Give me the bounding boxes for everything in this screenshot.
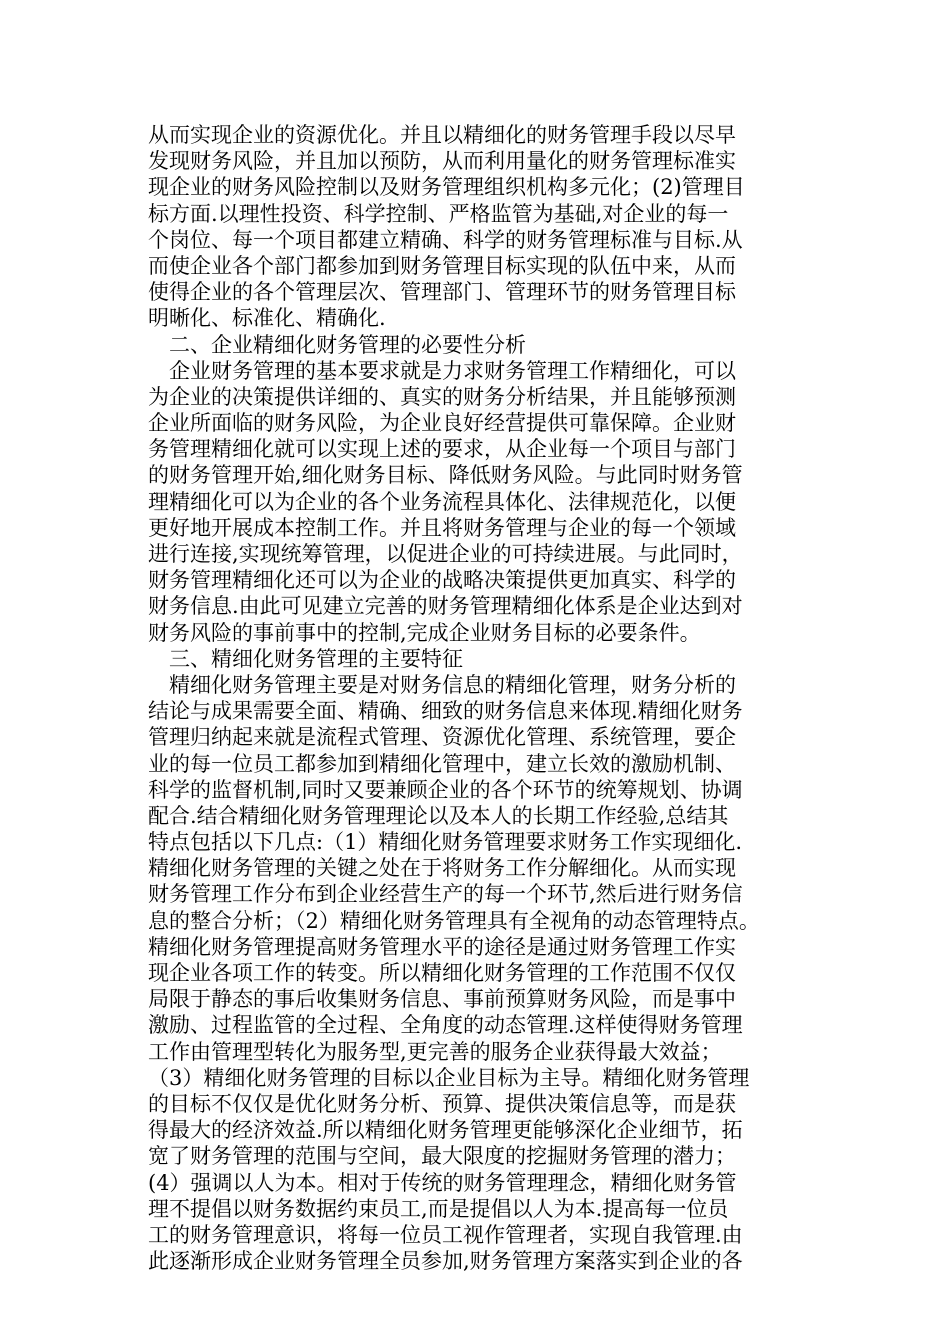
text-line: 个岗位、每一个项目都建立精确、科学的财务管理标准与目标.从	[148, 227, 743, 252]
text-line: （3）精细化财务管理的目标以企业目标为主导。精细化财务管理	[148, 1065, 750, 1090]
text-line: 务管理精细化就可以实现上述的要求，从企业每一个项目与部门	[148, 437, 736, 462]
text-line: 的财务管理开始,细化财务目标、降低财务风险。与此同时财务管	[148, 463, 743, 488]
text-line: 明晰化、标准化、精确化.	[148, 306, 386, 331]
text-line: 财务管理精细化还可以为企业的战略决策提供更加真实、科学的	[148, 568, 736, 593]
text-line: 精细化财务管理主要是对财务信息的精细化管理，财务分析的	[169, 672, 736, 697]
text-line: 管理归纳起来就是流程式管理、资源优化管理、系统管理，要企	[148, 725, 736, 750]
text-line: 三、精细化财务管理的主要特征	[169, 646, 463, 671]
text-line: 精细化财务管理的关键之处在于将财务工作分解细化。从而实现	[148, 856, 736, 881]
text-line: 现企业各项工作的转变。所以精细化财务管理的工作范围不仅仅	[148, 961, 736, 985]
text-line: 为企业的决策提供详细的、真实的财务分析结果，并且能够预测	[148, 384, 736, 409]
text-line: 发现财务风险，并且加以预防，从而利用量化的财务管理标准实	[148, 149, 736, 174]
text-line: 得最大的经济效益.所以精细化财务管理更能够深化企业细节，拓	[148, 1118, 743, 1143]
text-line: 企业所面临的财务风险，为企业良好经营提供可靠保障。企业财	[148, 411, 736, 436]
text-line: 息的整合分析；（2）精细化财务管理具有全视角的动态管理特点。	[148, 908, 760, 933]
text-line: 更好地开展成本控制工作。并且将财务管理与企业的每一个领域	[148, 515, 736, 540]
text-line: 宽了财务管理的范围与空间，最大限度的挖掘财务管理的潜力；	[148, 1144, 736, 1169]
text-line: 特点包括以下几点:（1）精细化财务管理要求财务工作实现细化.	[148, 830, 743, 855]
text-line: 二、企业精细化财务管理的必要性分析	[169, 332, 526, 357]
text-line: 精细化财务管理提高财务管理水平的途径是通过财务管理工作实	[148, 934, 736, 959]
text-line: 的目标不仅仅是优化财务分析、预算、提供决策信息等，而是获	[148, 1091, 736, 1116]
text-line: 工的财务管理意识，将每一位员工视作管理者，实现自我管理.由	[148, 1222, 743, 1247]
text-line: 局限于静态的事后收集财务信息、事前预算财务风险，而是事中	[148, 987, 736, 1012]
text-line: 标方面.以理性投资、科学控制、严格监管为基础,对企业的每一	[148, 201, 729, 226]
text-line: 财务风险的事前事中的控制,完成企业财务目标的必要条件。	[148, 620, 701, 645]
text-line: (4）强调以人为本。相对于传统的财务管理理念，精细化财务管	[148, 1170, 737, 1195]
text-line: 现企业的财务风险控制以及财务管理组织机构多元化；(2)管理目	[148, 175, 745, 200]
text-line: 科学的监督机制,同时又要兼顾企业的各个环节的统筹规划、协调	[148, 777, 743, 802]
text-line: 工作由管理型转化为服务型,更完善的服务企业获得最大效益；	[148, 1039, 722, 1064]
text-line: 财务管理工作分布到企业经营生产的每一个环节,然后进行财务信	[148, 882, 743, 907]
text-line: 配合.结合精细化财务管理理论以及本人的长期工作经验,总结其	[148, 803, 729, 828]
text-line: 结论与成果需要全面、精确、细致的财务信息来体现.精细化财务	[148, 699, 743, 724]
text-line: 从而实现企业的资源优化。并且以精细化的财务管理手段以尽早	[148, 123, 736, 147]
text-line: 此逐渐形成企业财务管理全员参加,财务管理方案落实到企业的各	[148, 1249, 743, 1274]
text-line: 而使企业各个部门都参加到财务管理目标实现的队伍中来，从而	[148, 253, 736, 278]
text-line: 业的每一位员工都参加到精细化管理中，建立长效的激励机制、	[148, 751, 736, 776]
body-text	[148, 122, 808, 1274]
text-line: 理精细化可以为企业的各个业务流程具体化、法律规范化，以便	[148, 489, 736, 514]
text-line: 激励、过程监管的全过程、全角度的动态管理.这样使得财务管理	[148, 1013, 743, 1038]
text-line: 使得企业的各个管理层次、管理部门、管理环节的财务管理目标	[148, 280, 736, 305]
text-line: 企业财务管理的基本要求就是力求财务管理工作精细化，可以	[169, 358, 736, 383]
text-line: 进行连接,实现统筹管理，以促进企业的可持续进展。与此同时，	[148, 542, 743, 566]
text-line: 财务信息.由此可见建立完善的财务管理精细化体系是企业达到对	[148, 594, 743, 619]
text-line: 理不提倡以财务数据约束员工,而是提倡以人为本.提高每一位员	[148, 1196, 729, 1221]
